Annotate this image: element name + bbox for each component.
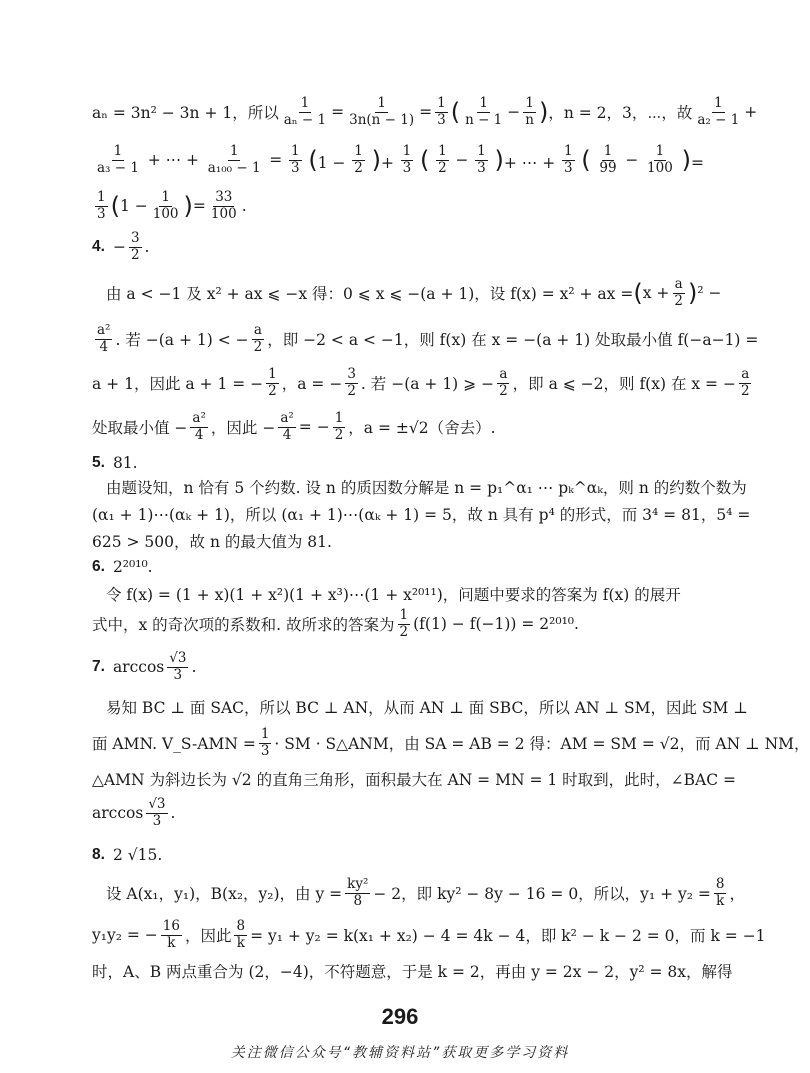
fraction: $\frac{1}{3n(n - 1)}$ <box>349 94 415 128</box>
solution-line: 令 f(x) = (1 + x)(1 + x²)(1 + x³)⋯(1 + x²⁰¹¹)，问题中要求的答案为 f(x) 的展开 <box>106 586 681 604</box>
solution-line: 处取最小值 − $\frac{\text{a²}}{4}$ ，因此 − $\frac{\text{a²}}{4}$ = − $\frac{1}{2}$ ，a = ±√2（舍去）. <box>92 409 496 443</box>
solution-line: 由 a < −1 及 x² + ax ⩽ −x 得：0 ⩽ x ⩽ −(a + 1)，设 f(x) = x² + ax = ( x + $\frac{a}{2}$ ) ² − <box>106 275 722 309</box>
fraction: $\frac{1}{\text{a₂ − 1}}$ <box>697 94 740 128</box>
fraction: $\frac{a}{2}$ <box>253 321 263 355</box>
question-7-answer: 7. arccos $\frac{√3}{3}$ . <box>92 649 197 683</box>
solution-line: arccos $\frac{√3}{3}$ . <box>92 795 176 829</box>
question-8-answer: 8. 2 √15. <box>92 846 163 864</box>
question-5-answer: 5. 81. <box>92 454 138 472</box>
solution-line: y₁y₂ = − $\frac{16}{k}$ ，因此 $\frac{8}{k}$ = y₁ + y₂ = k(x₁ + x₂) − 4 = 4k − 4，即 k² − k − 2 = 0，而 k = −1 <box>92 917 766 951</box>
fraction: $\frac{1}{3}$ <box>563 142 573 176</box>
fraction: $\frac{\text{a²}}{4}$ <box>192 409 206 443</box>
page-number: 296 <box>381 1004 419 1029</box>
solution-line: 时，A、B 两点重合为 (2，−4)，不符题意，于是 k = 2，再由 y = 2x − 2，y² = 8x，解得 <box>92 963 733 981</box>
solution-line: 625 > 500，故 n 的最大值为 81. <box>92 533 332 551</box>
footer-note: 关注微信公众号“教辅资料站”获取更多学习资料 <box>230 1045 570 1061</box>
solution-line: 面 AMN. V_S-AMN = $\frac{1}{3}$ · SM · S△ANM，由 SA = AB = 2 得：AM = SM = √2，而 AN ⊥ NM， <box>92 725 810 759</box>
fraction: $\frac{1}{2}$ <box>268 365 277 399</box>
fraction: $\frac{\text{a²}}{4}$ <box>280 409 294 443</box>
fraction: $\frac{1}{2}$ <box>399 606 409 640</box>
solution-line: a + 1，因此 a + 1 = − $\frac{1}{2}$ ，a = − $\frac{3}{2}$ . 若 −(a + 1) ⩾ − $\frac{a}{2}$ ，即 a ⩽ −2，则 f(x) 在 x = − $\frac{a}{2}$ <box>92 365 750 399</box>
fraction: $\frac{1}{100}$ <box>152 188 179 222</box>
fraction: $\frac{1}{3}$ <box>477 142 486 176</box>
solution-line: aₙ = 3n² − 3n + 1，所以 $\frac{1}{\text{aₙ − 1}}$ = $\frac{1}{3n(n - 1)}$ = $\frac{1}{3}$ ( $\frac{1}{n - 1}$ − $\frac{1}{n}$ ) ，n = 2，3，⋯，故 $\frac{1}{\text{a₂ − 1}}$ + <box>92 94 758 128</box>
fraction: $\frac{a}{2}$ <box>740 365 750 399</box>
fraction: $\frac{1}{2}$ <box>438 142 447 176</box>
fraction: $\frac{a}{2}$ <box>674 275 683 309</box>
fraction: $\frac{\text{ky²}}{8}$ <box>347 875 369 909</box>
fraction: $\frac{33}{100}$ <box>210 188 237 222</box>
fraction: $\frac{1}{n - 1}$ <box>465 94 503 128</box>
solution-line: 易知 BC ⊥ 面 SAC，所以 BC ⊥ AN，从而 AN ⊥ 面 SBC，所以 AN ⊥ SM，因此 SM ⊥ <box>106 699 748 717</box>
fraction: $\frac{1}{\text{a₃ − 1}}$ <box>97 142 139 176</box>
solution-line: 由题设知，n 恰有 5 个约数. 设 n 的质因数分解是 n = p₁^α₁ ⋯ pₖ^αₖ，则 n 的约数个数为 <box>106 479 747 497</box>
fraction: $\frac{1}{n}$ <box>525 94 534 128</box>
fraction: $\frac{a}{2}$ <box>499 365 508 399</box>
fraction: $\frac{1}{\text{aₙ − 1}}$ <box>283 94 327 128</box>
fraction: $\frac{1}{2}$ <box>334 409 344 443</box>
fraction: $\frac{1}{\text{a₁₀₀ − 1}}$ <box>207 142 261 176</box>
fraction: $\frac{1}{3}$ <box>437 94 446 128</box>
fraction: $\frac{16}{k}$ <box>162 917 180 951</box>
solution-line: 式中，x 的奇次项的系数和. 故所求的答案为 $\frac{1}{2}$ (f(1) − f(−1)) = 2²⁰¹⁰. <box>92 606 579 640</box>
fraction: $\frac{1}{3}$ <box>97 188 106 222</box>
fraction: $\frac{8}{k}$ <box>715 875 725 909</box>
solution-line: △AMN 为斜边长为 √2 的直角三角形，面积最大在 AN = MN = 1 时取到，此时，∠BAC = <box>92 771 737 789</box>
fraction: $\frac{1}{100}$ <box>647 142 673 176</box>
fraction: $\frac{3}{2}$ <box>130 229 140 263</box>
solution-line: $\frac{\text{a²}}{4}$ . 若 −(a + 1) < − $\frac{a}{2}$ ，即 −2 < a < −1，则 f(x) 在 x = −(a + 1) 处取最小值 f(−a−1) = <box>97 321 759 355</box>
fraction: $\frac{\text{a²}}{4}$ <box>97 321 111 355</box>
fraction: $\frac{1}{3}$ <box>260 725 270 759</box>
fraction: $\frac{1}{3}$ <box>291 142 300 176</box>
fraction: $\frac{3}{2}$ <box>347 365 356 399</box>
fraction: $\frac{8}{k}$ <box>236 917 246 951</box>
question-4-answer: 4. − $\frac{3}{2}$ . <box>92 229 150 263</box>
solution-line: $\frac{1}{3}$ ( 1 − $\frac{1}{100}$ ) = $\frac{33}{100}$ . <box>97 188 247 222</box>
solution-line: $\frac{1}{\text{a₃ − 1}}$ + ⋯ + $\frac{1}{\text{a₁₀₀ − 1}}$ = $\frac{1}{3}$ (1 − $\frac{1}{2}$ )+ $\frac{1}{3}$ ( $\frac{1}{2}$ − $\frac{1}{3}$ )+ ⋯ + $\frac{1}{3}$ ( $\frac{1}{99}$ − $\frac{1}{100}$ )= <box>97 142 704 176</box>
fraction: $\frac{√3}{3}$ <box>169 649 187 683</box>
solution-line: 设 A(x₁，y₁)，B(x₂，y₂)，由 y = $\frac{\text{ky²}}{8}$ − 2，即 ky² − 8y − 16 = 0，所以，y₁ + y₂ = $\frac{8}{k}$ ， <box>106 875 745 909</box>
fraction: $\frac{√3}{3}$ <box>148 795 166 829</box>
fraction: $\frac{1}{2}$ <box>354 142 363 176</box>
fraction: $\frac{1}{99}$ <box>599 142 617 176</box>
question-6-answer: 6. 2²⁰¹⁰. <box>92 558 153 576</box>
solution-line: (α₁ + 1)⋯(αₖ + 1)，所以 (α₁ + 1)⋯(αₖ + 1) = 5，故 n 具有 p⁴ 的形式，而 3⁴ = 81，5⁴ = <box>92 506 751 524</box>
fraction: $\frac{1}{3}$ <box>402 142 412 176</box>
